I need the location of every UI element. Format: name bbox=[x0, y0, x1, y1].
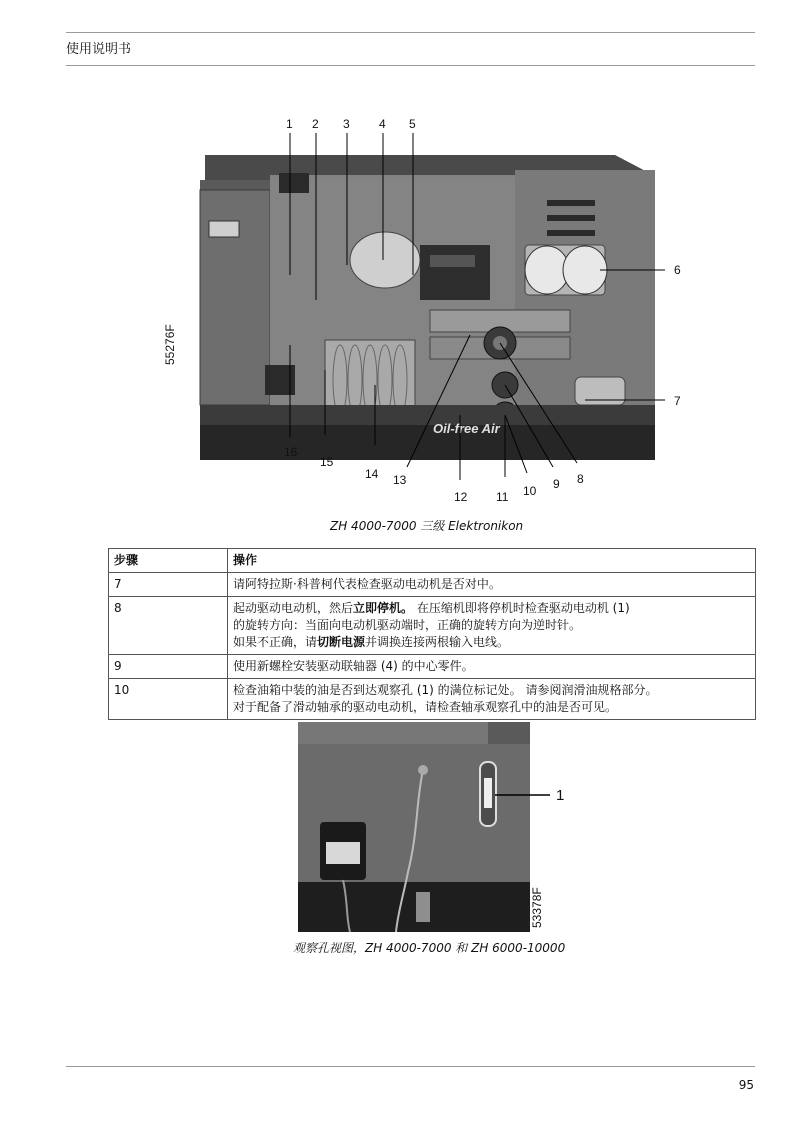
figure1-caption: ZH 4000-7000 三级 Elektronikon bbox=[330, 519, 524, 533]
callout-14: 14 bbox=[365, 467, 379, 481]
action-cell: 请阿特拉斯·科普柯代表检查驱动电动机是否对中。 bbox=[228, 573, 756, 597]
callout-6: 6 bbox=[674, 263, 681, 277]
callout-7: 7 bbox=[674, 394, 681, 408]
action-text: 的旋转方向：当面向电动机驱动端时，正确的旋转方向为逆时针。 bbox=[233, 618, 582, 632]
action-cell: 使用新螺栓安装驱动联轴器 (4) 的中心零件。 bbox=[228, 655, 756, 679]
action-text: 对于配备了滑动轴承的驱动电动机，请检查轴承观察孔中的油是否可见。 bbox=[233, 700, 618, 714]
header-rule-top bbox=[66, 32, 755, 33]
action-text: 在压缩机即将停机时检查驱动电动机 (1) bbox=[413, 601, 630, 615]
callout-15: 15 bbox=[320, 455, 334, 469]
callout-4: 4 bbox=[379, 117, 386, 131]
figure2-caption: 观察孔视图，ZH 4000-7000 和 ZH 6000-10000 bbox=[293, 941, 566, 955]
header-rule-bottom bbox=[66, 65, 755, 66]
page-number: 95 bbox=[738, 1078, 754, 1092]
step-cell: 8 bbox=[109, 597, 228, 655]
action-cell bbox=[228, 597, 756, 655]
figure2-code: 53378F bbox=[530, 887, 544, 928]
sight-glass-callout-1: 1 bbox=[556, 787, 565, 804]
steps-table bbox=[108, 548, 756, 720]
table-header-row bbox=[109, 549, 756, 573]
callout-1: 1 bbox=[286, 117, 293, 131]
table-row bbox=[109, 655, 756, 679]
callout-12: 12 bbox=[454, 490, 468, 504]
action-text: 如果不正确，请 bbox=[233, 635, 318, 649]
table-row bbox=[109, 573, 756, 597]
action-text: 并调换连接两根输入电线。 bbox=[365, 635, 510, 649]
compressor-figure bbox=[163, 115, 685, 510]
footer-rule bbox=[66, 1066, 755, 1067]
step-cell: 9 bbox=[109, 655, 228, 679]
table-row bbox=[109, 679, 756, 720]
action-text: 起动驱动电动机，然后 bbox=[233, 601, 354, 615]
col-step-header: 步骤 bbox=[109, 549, 228, 573]
callout-2: 2 bbox=[312, 117, 319, 131]
step-cell: 10 bbox=[109, 679, 228, 720]
callout-8: 8 bbox=[577, 472, 584, 486]
callout-13: 13 bbox=[393, 473, 407, 487]
callout-3: 3 bbox=[343, 117, 350, 131]
page-header-title: 使用说明书 bbox=[66, 42, 132, 57]
callout-10: 10 bbox=[523, 484, 537, 498]
action-cell bbox=[228, 679, 756, 720]
table-row bbox=[109, 597, 756, 655]
action-text: 检查油箱中装的油是否到达观察孔 (1) 的满位标记处。 请参阅润滑油规格部分。 bbox=[233, 683, 658, 697]
action-bold-text: 立即停机。 bbox=[353, 601, 414, 615]
svg-text:Oil-free Air: Oil-free Air bbox=[433, 421, 500, 436]
col-action-header: 操作 bbox=[228, 549, 756, 573]
sight-glass-photo bbox=[298, 722, 588, 932]
sight-glass-figure bbox=[298, 722, 588, 932]
callout-16: 16 bbox=[284, 445, 298, 459]
callout-9: 9 bbox=[553, 477, 560, 491]
step-cell: 7 bbox=[109, 573, 228, 597]
callout-11: 11 bbox=[496, 490, 509, 504]
figure1-code: 55276F bbox=[163, 324, 177, 365]
callout-5: 5 bbox=[409, 117, 416, 131]
compressor-illustration bbox=[175, 115, 685, 510]
action-bold-text: 切断电源 bbox=[317, 635, 366, 649]
